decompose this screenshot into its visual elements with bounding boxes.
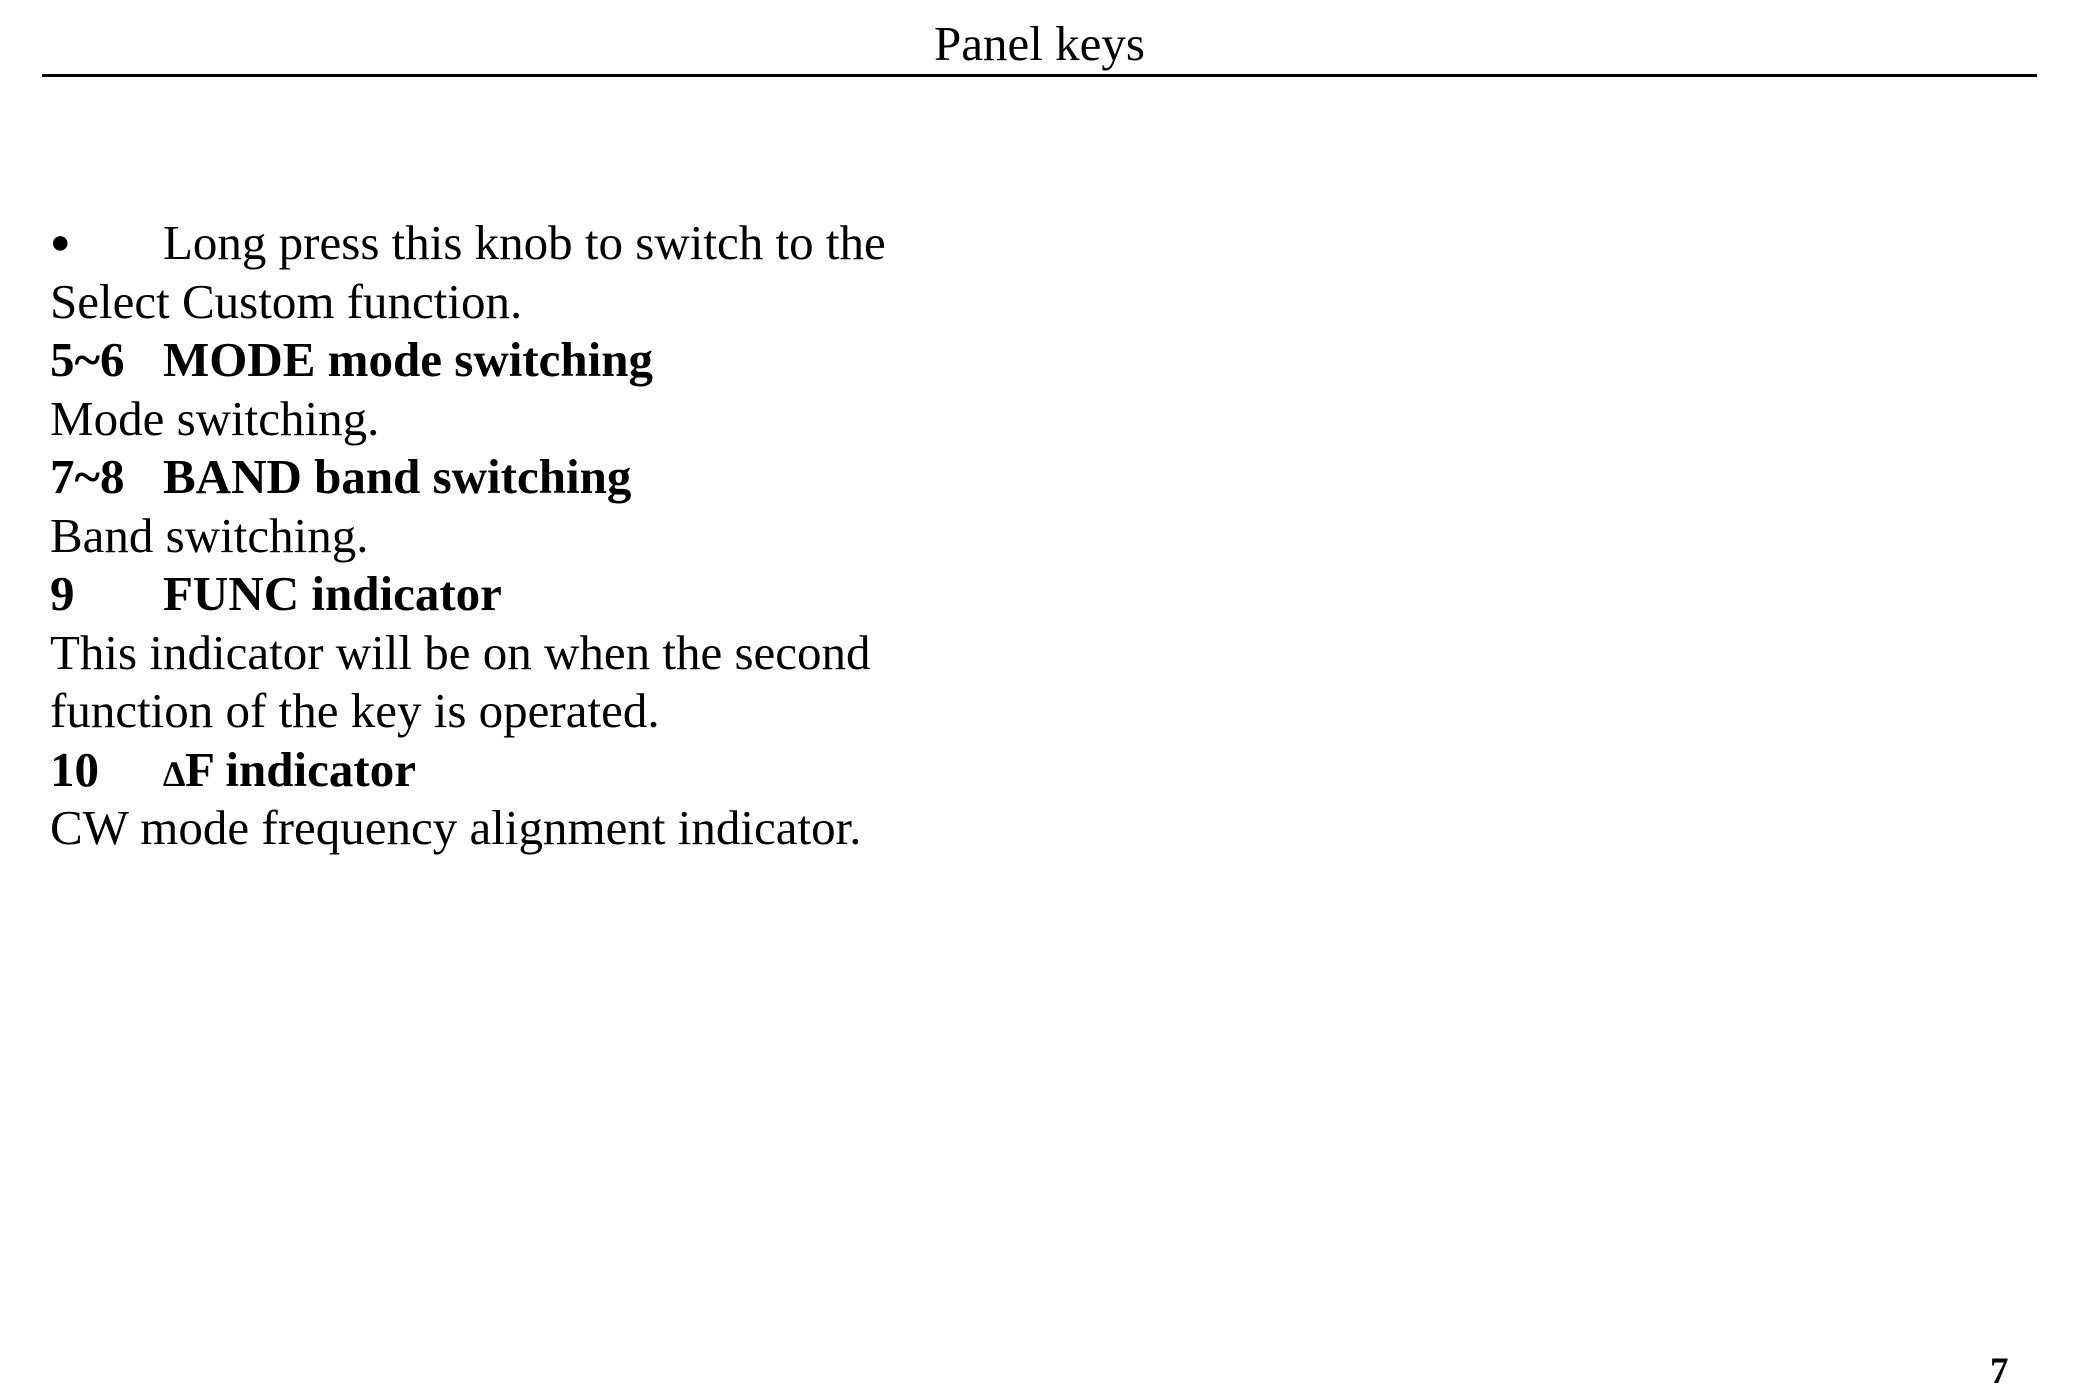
section-body-func-line2: function of the key is operated. — [50, 683, 660, 738]
delta-icon: ∆ — [163, 753, 186, 794]
section-body-delta-f: CW mode frequency alignment indicator. — [50, 800, 862, 855]
bullet-text-line1: Long press this knob to switch to the — [163, 215, 886, 270]
bullet-line — [50, 214, 1050, 273]
section-heading-band — [50, 448, 1050, 507]
section-number: 5~6 — [50, 332, 125, 387]
header-divider — [42, 74, 2037, 77]
section-number: 7~8 — [50, 449, 125, 504]
section-number: 9 — [50, 566, 75, 621]
section-heading-mode — [50, 331, 1050, 390]
section-heading-func — [50, 565, 1050, 624]
section-title: F indicator — [185, 741, 416, 797]
section-heading-delta-f — [50, 741, 1050, 800]
page-header: Panel keys — [934, 16, 1145, 71]
section-title: BAND band switching — [163, 449, 632, 504]
bullet-text-line2: Select Custom function. — [50, 273, 523, 329]
section-body-band: Band switching. — [50, 507, 369, 563]
section-number: 10 — [50, 741, 99, 797]
page-number: 7 — [1990, 1351, 2009, 1392]
section-title: MODE mode switching — [163, 332, 653, 387]
bullet-icon: ● — [50, 224, 71, 261]
page-content — [50, 214, 1050, 858]
section-body-mode: Mode switching. — [50, 390, 380, 446]
section-body-func-line1: This indicator will be on when the second — [50, 624, 871, 680]
section-title: FUNC indicator — [163, 566, 502, 621]
